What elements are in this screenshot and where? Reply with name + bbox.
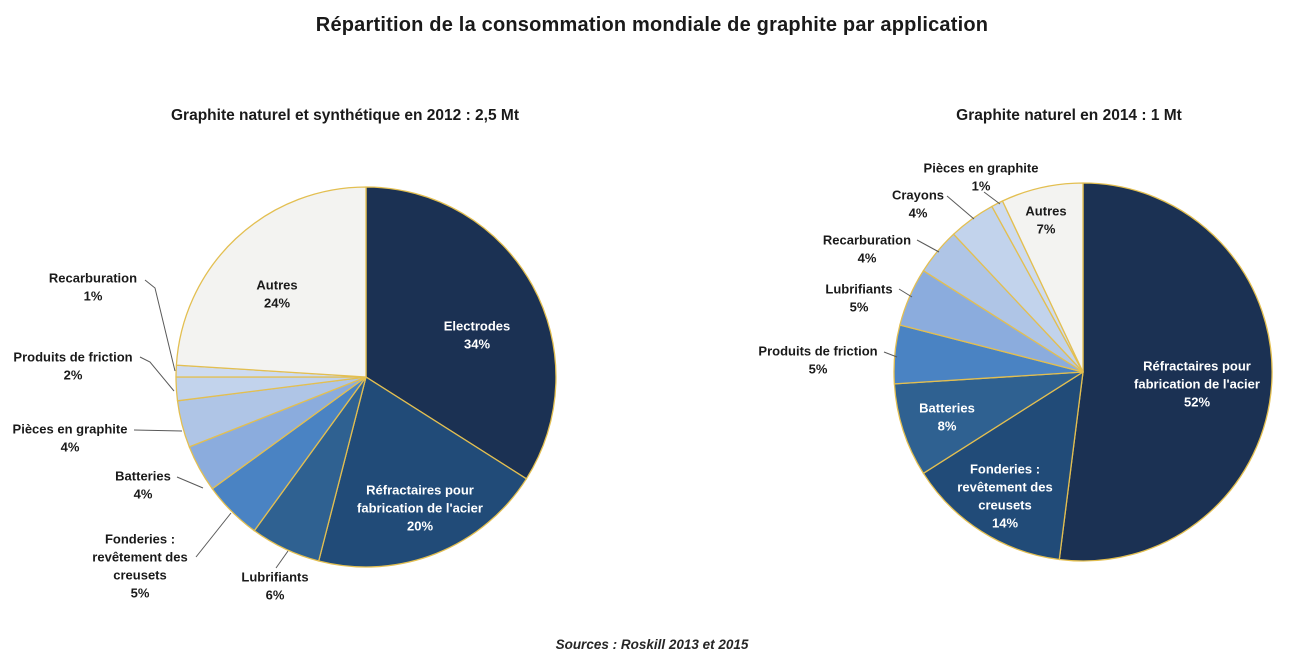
slice-label-outside: Fonderies : revêtement des creusets 5%: [92, 531, 188, 601]
slice-label-outside: Lubrifiants 6%: [241, 569, 309, 603]
slice-label-inside: Réfractaires pour fabrication de l'acier 20%: [357, 482, 483, 534]
slice-label-outside: Pièces en graphite 1%: [923, 160, 1039, 194]
slice-label-inside: Autres 7%: [1025, 203, 1067, 237]
leader-line: [276, 551, 288, 568]
source-caption: Sources : Roskill 2013 et 2015: [555, 637, 749, 652]
slice-label-outside: Pièces en graphite 4%: [12, 421, 128, 455]
leader-line: [140, 357, 174, 391]
leader-line: [917, 240, 939, 252]
slice-label-outside: Recarburation 1%: [48, 270, 138, 304]
slice-label-inside: Batteries 8%: [919, 400, 975, 434]
leader-line: [177, 477, 203, 488]
slice-label-inside: Fonderies : revêtement des creusets 14%: [957, 461, 1053, 531]
chart-title-2012: Graphite naturel et synthétique en 2012 : 2,5 Mt: [171, 107, 519, 124]
leader-line: [196, 513, 231, 557]
slice-label-outside: Recarburation 4%: [822, 232, 912, 266]
slice-label-outside: Produits de friction 5%: [758, 343, 878, 377]
leader-line: [899, 289, 912, 297]
slice-label-outside: Batteries 4%: [115, 468, 171, 502]
leader-line: [134, 430, 182, 431]
slice-label-outside: Produits de friction 2%: [13, 349, 133, 383]
slice-label-outside: Lubrifiants 5%: [825, 281, 893, 315]
slice-label-inside: Réfractaires pour fabrication de l'acier 52%: [1134, 358, 1260, 410]
slice-label-outside: Crayons 4%: [891, 187, 945, 221]
leader-line: [145, 280, 175, 371]
leader-line: [947, 196, 974, 219]
slice-label-inside: Electrodes 34%: [443, 318, 511, 352]
page-title: Répartition de la consommation mondiale de graphite par application: [315, 14, 989, 36]
leader-line: [984, 192, 1000, 204]
chart-title-2014: Graphite naturel en 2014 : 1 Mt: [956, 107, 1182, 124]
slice-label-inside: Autres 24%: [256, 277, 298, 311]
